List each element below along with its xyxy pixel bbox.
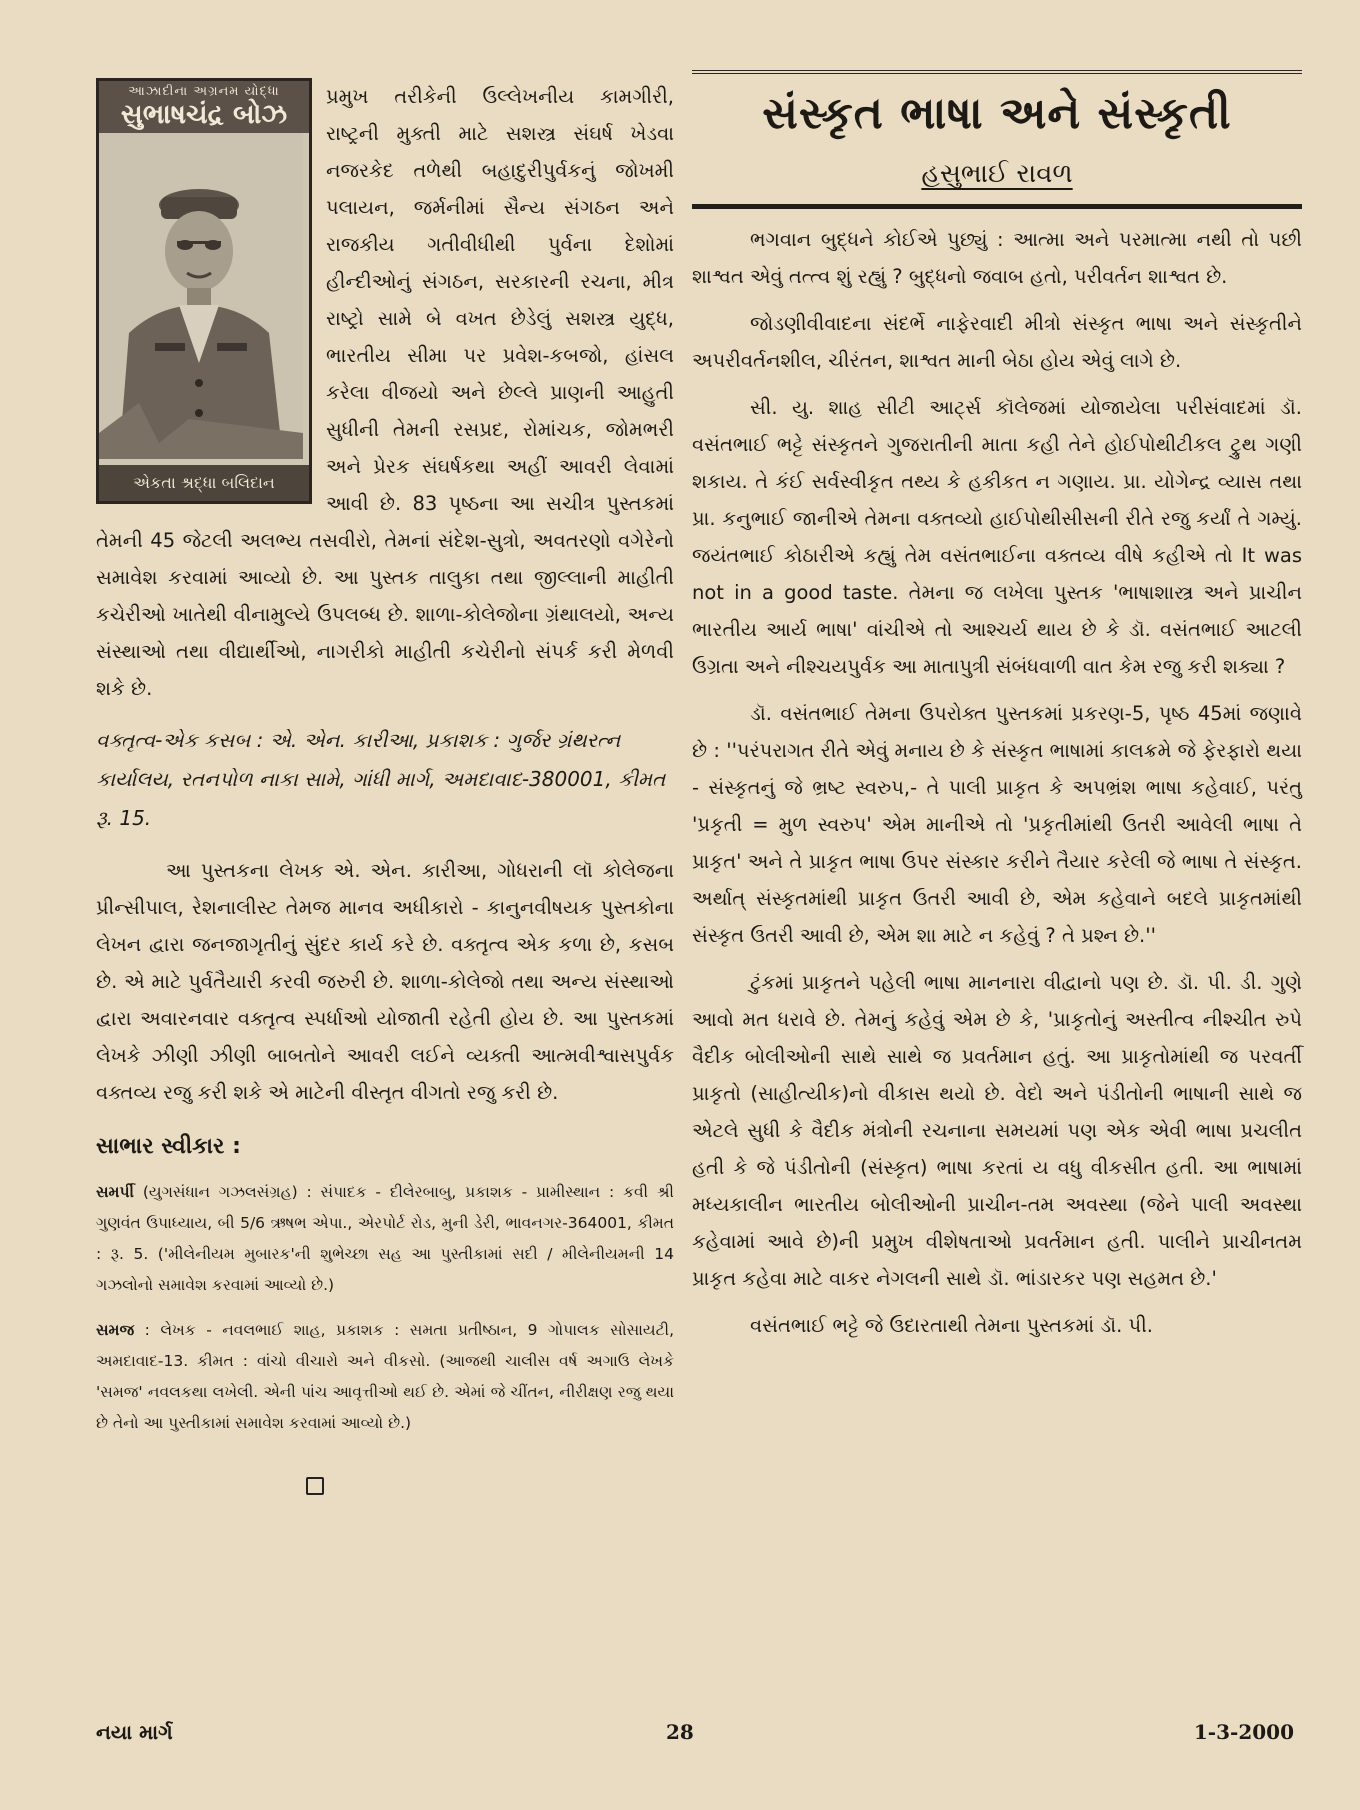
acknowledgement-item xyxy=(96,1315,674,1439)
article-title: સંસ્કૃત ભાષા અને સંસ્કૃતી xyxy=(692,70,1302,144)
cover-tagline: આઝાદીના અગ્રનમ યોદ્ધા xyxy=(128,84,280,99)
article-paragraph xyxy=(692,389,1302,685)
article-paragraph xyxy=(692,964,1302,1297)
book-cover xyxy=(96,78,312,504)
book-review-body: આ પુસ્તકના લેખક એ. એન. કારીઆ, ગોધરાની લૉ કોલેજના પ્રીન્સીપાલ, રેશનાલીસ્ટ તેમજ માનવ અધીકારો - કાનુનવીષયક પુસ્તકોના લેખન દ્વારા જનજાગૃતીનું સુંદર કાર્ય કરે છે. વક્તૃત્વ એક કળા છે, કસબ છે. એ માટે પુર્વતૈયારી કરવી જરુરી છે. શાળા-કોલેજો તથા અન્ય સંસ્થાઓ દ્વારા અવારનવાર વક્તૃત્વ સ્પર્ધાઓ યોજાતી રહેતી હોય છે. આ પુસ્તકમાં લેખકે ઝીણી ઝીણી બાબતોને આવરી લઈને વ્યક્તી આત્મવીશ્વાસપુર્વક વક્તવ્ય રજુ કરી શકે એ માટેની વીસ્તૃત વીગતો રજુ કરી છે. xyxy=(96,859,674,1104)
cover-name: સુભાષચંદ્ર બોઝ xyxy=(120,99,288,130)
cover-footer: એકતા શ્રદ્ધા બલિદાન xyxy=(99,465,309,501)
divider xyxy=(692,204,1302,209)
article-author: હસુભાઈ રાવળ xyxy=(921,159,1073,189)
ack-item-text: (યુગસંધાન ગઝલસંગ્રહ) : સંપાદક - દીલેરબાબુ, પ્રકાશક - પ્રામીસ્થાન : કવી શ્રી ગુણવંત ઉપાધ્યાય, બી 5/6 ઋષભ એપા., એરપોર્ટ રોડ, મુની ડેરી, ભાવનગર-364001, કીમત : રૂ. 5. ('મીલેનીયમ મુબારક'ની શુભેચ્છા સહ આ પુસ્તીકામાં સદી / મીલેનીયમની 14 ગઝલોનો સમાવેશ કરવામાં આવ્યો છે.) xyxy=(96,1183,674,1294)
paragraph-text: ટુંકમાં પ્રાકૃતને પહેલી ભાષા માનનારા વીદ્વાનો પણ છે. ડૉ. પી. ડી. ગુણે આવો મત ધરાવે છે. તેમનું કહેવું એમ છે કે, 'પ્રાકૃતોનું અસ્તીત્વ નીશ્ચીત રુપે વૈદીક બોલીઓની સાથે સાથે જ પ્રવર્તમાન હતું. આ પ્રાકૃતોમાંથી જ પરવર્તી પ્રાકૃતો (સાહીત્યીક)નો વીકાસ થયો છે. વેદો અને પંડીતોની ભાષાની સાથે જ એટલે સુધી કે વૈદીક મંત્રોની રચનાના સમયમાં પણ એક એવી ભાષા પ્રચલીત હતી કે જે પંડીતોની (સંસ્કૃત) ભાષા કરતાં ય વધુ વીકસીત હતી. આ ભાષામાં મધ્યકાલીન ભારતીય બોલીઓની પ્રાચીન-તમ અવસ્થા (જેને પાલી અવસ્થા કહેવામાં આવે છે)ની પ્રમુખ વીશેષતાઓ પ્રવર્તમાન હતી. પાલીને પ્રાચીનતમ પ્રાકૃત કહેવા માટે વાકર નેગલની સાથે ડૉ. ભાંડારકર પણ સહમત છે.' xyxy=(692,971,1302,1290)
paragraph-text: ભગવાન બુદ્ધને કોઈએ પુછ્યું : આત્મા અને પરમાત્મા નથી તો પછી શાશ્વત એવું તત્ત્વ શું રહ્યું ? બુદ્ધનો જવાબ હતો, પરીવર્તન શાશ્વત છે. xyxy=(692,228,1302,288)
book-review-heading: વક્તૃત્વ-એક કસબ : એ. એન. કારીઆ, પ્રકાશક : ગુર્જર ગ્રંથરત્ન કાર્યાલય, રતનપોળ નાકા સામે, ગાંધી માર્ગ, અમદાવાદ-380001, કીમત રૂ. 15. xyxy=(96,728,666,830)
ack-item-title: સમર્પી xyxy=(96,1183,134,1201)
portrait-image xyxy=(99,133,303,459)
paragraph-text: સી. યુ. શાહ સીટી આર્ટ્સ કૉલેજમાં યોજાયેલા પરીસંવાદમાં ડૉ. વસંતભાઈ ભટ્ટે સંસ્કૃતને ગુજરાતીની માતા કહી તેને હોઈપોથીટીકલ ટ્રુથ ગણી શકાય. તે કંઈ સર્વસ્વીકૃત તથ્ય કે હકીકત ન ગણાય. પ્રા. યોગેન્દ્ર વ્યાસ તથા પ્રા. કનુભાઈ જાનીએ તેમના વક્તવ્યો હાઈપોથીસીસની રીતે રજુ કર્યાં તે ગમ્યું. જયંતભાઈ કોઠારીએ કહ્યું તેમ વસંતભાઈના વક્તવ્ય વીષે કહીએ તો It was not in a good taste. તેમના જ લખેલા પુસ્તક 'ભાષાશાસ્ત્ર અને પ્રાચીન ભારતીય આર્ય ભાષા' વાંચીએ તો આશ્ચર્ય થાય છે કે ડૉ. વસંતભાઈ આટલી ઉગ્રતા અને નીશ્ચયપુર્વક આ માતાપુત્રી સંબંધવાળી વાત કેમ રજુ કરી શક્યા ? xyxy=(692,396,1302,678)
intro-paragraph: પ્રમુખ તરીકેની ઉલ્લેખનીય કામગીરી, રાષ્ટ્રની મુક્તી માટે સશસ્ત્ર સંઘર્ષ ખેડવા નજરકેદ તળેથી બહાદુરીપુર્વકનું જોખમી પલાયન, જર્મનીમાં સૈન્ય સંગઠન અને રાજકીય ગતીવીધીથી પુર્વના દેશોમાં હીન્દીઓનું સંગઠન, સરકારની રચના, મીત્ર રાષ્ટ્રો સામે બે વખત છેડેલું સશસ્ત્ર યુદ્ધ, ભારતીય સીમા પર પ્રવેશ-કબજો, હાંસલ કરેલા વીજયો અને છેલ્લે પ્રાણની આહુતી સુધીની તેમની રસપ્રદ, રોમાંચક, જોમભરી અને પ્રેરક સંઘર્ષકથા અહીં આવરી લેવામાં આવી છે. 83 પૃષ્ઠના આ સચીત્ર પુસ્તકમાં તેમની 45 જેટલી અલભ્ય તસવીરો, તેમનાં સંદેશ-સુત્રો, અવતરણો વગેરેનો સમાવેશ કરવામાં આવ્યો છે. આ પુસ્તક તાલુકા તથા જીલ્લાની માહીતી કચેરીઓ ખાતેથી વીનામુલ્યે ઉપલબ્ધ છે. શાળા-કોલેજોના ગ્રંથાલયો, અન્ય સંસ્થાઓ તથા વીદ્યાર્થીઓ, નાગરીકો માહીતી કચેરીનો સંપર્ક કરી મેળવી શકે છે. xyxy=(96,85,674,700)
paragraph-text: જોડણીવીવાદના સંદર્ભે નાફેરવાદી મીત્રો સંસ્કૃત ભાષા અને સંસ્કૃતીને અપરીવર્તનશીલ, ચીરંતન, શાશ્વત માની બેઠા હોય એવું લાગે છે. xyxy=(692,312,1302,372)
cover-header xyxy=(99,81,309,133)
acknowledgement-heading: સાભાર સ્વીકાર : xyxy=(96,1134,241,1159)
article-paragraph xyxy=(692,1307,1302,1344)
acknowledgement-item xyxy=(96,1177,674,1301)
paragraph-text: ડૉ. વસંતભાઈ તેમના ઉપરોક્ત પુસ્તકમાં પ્રકરણ-5, પૃષ્ઠ 45માં જણાવે છે : ''પરંપરાગત રીતે એવું મનાય છે કે સંસ્કૃત ભાષામાં કાલક્રમે જે ફેરફારો થયા - સંસ્કૃતનું જે ભ્રષ્ટ સ્વરુપ,- તે પાલી પ્રાકૃત કે અપભ્રંશ ભાષા કહેવાઈ, પરંતુ 'પ્રકૃતી = મુળ સ્વરુપ' એમ માનીએ તો 'પ્રકૃતીમાંથી ઉતરી આવેલી ભાષા તે પ્રાકૃત' અને તે પ્રાકૃત ભાષા ઉપર સંસ્કાર કરીને તૈયાર કરેલી જે ભાષા તે સંસ્કૃત. અર્થાત્ સંસ્કૃતમાંથી પ્રાકૃત ઉતરી આવી છે, એમ કહેવાને બદલે પ્રાકૃતમાંથી સંસ્કૃત ઉતરી આવી છે, એમ શા માટે ન કહેવું ? તે પ્રશ્ન છે.'' xyxy=(692,702,1302,947)
ack-item-text: : લેખક - નવલભાઈ શાહ, પ્રકાશક : સમતા પ્રતીષ્ઠાન, 9 ગોપાલક સોસાયટી, અમદાવાદ-13. કીમત : વાંચો વીચારો અને વીકસો. (આજથી ચાલીસ વર્ષ અગાઉ લેખકે 'સમજ' નવલકથા લખેલી. એની પાંચ આવૃત્તીઓ થઈ છે. એમાં જે ચીંતન, નીરીક્ષણ રજુ થયા છે તેનો આ પુસ્તીકામાં સમાવેશ કરવામાં આવ્યો છે.) xyxy=(96,1321,674,1432)
ack-item-title: સમજ xyxy=(96,1321,135,1339)
article-paragraph xyxy=(692,221,1302,295)
article-column xyxy=(692,70,1302,1344)
article-paragraph xyxy=(692,305,1302,379)
left-column xyxy=(96,78,674,1495)
book-review-text xyxy=(96,852,674,1111)
end-mark-icon xyxy=(306,1477,324,1495)
article-paragraph xyxy=(692,695,1302,954)
page-number: 28 xyxy=(666,1720,694,1744)
paragraph-text: વસંતભાઈ ભટ્ટે જે ઉદારતાથી તેમના પુસ્તકમાં ડૉ. પી. xyxy=(750,1314,1153,1337)
magazine-name: નયા માર્ગ xyxy=(96,1720,173,1744)
issue-date: 1-3-2000 xyxy=(1193,1720,1294,1744)
